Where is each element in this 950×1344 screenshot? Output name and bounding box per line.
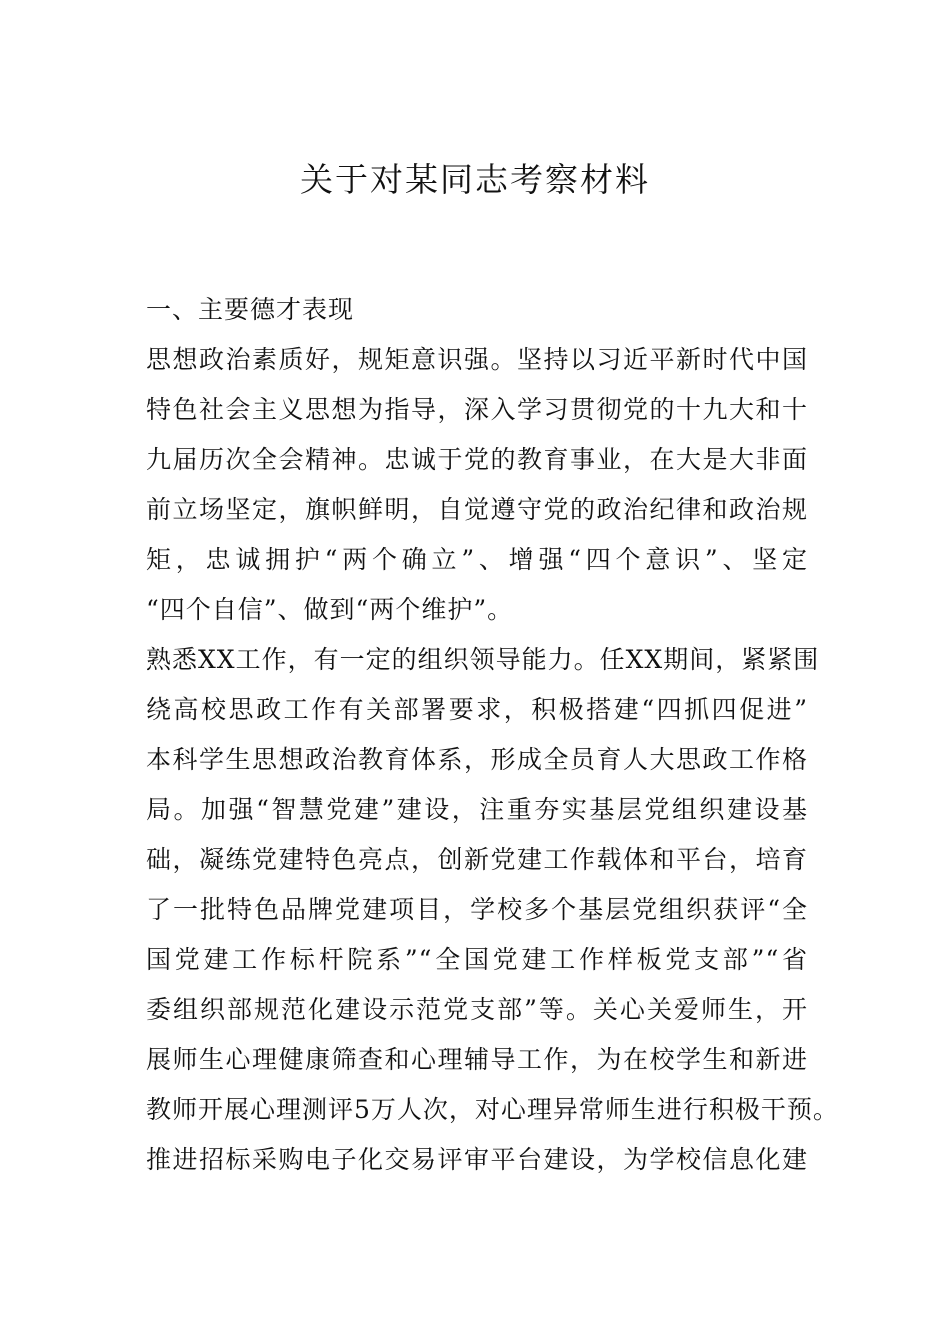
- paragraph-line: 特色社会主义思想为指导，深入学习贯彻党的十九大和十: [146, 395, 808, 424]
- paragraph-line: 局。加强“智慧党建”建设，注重夯实基层党组织建设基: [146, 795, 808, 824]
- paragraph-line: 熟悉XX工作，有一定的组织领导能力。任XX期间，紧紧围: [146, 645, 820, 674]
- paragraph-line: 国党建工作标杆院系”“全国党建工作样板党支部”“省: [146, 945, 808, 974]
- section-heading: 一、主要德才表现: [146, 295, 355, 324]
- document-body: [146, 285, 839, 1185]
- paragraph-line: 思想政治素质好，规矩意识强。坚持以习近平新时代中国: [146, 345, 808, 374]
- paragraph-line: 展师生心理健康筛查和心理辅导工作，为在校学生和新进: [146, 1045, 808, 1074]
- paragraph-line: 前立场坚定，旗帜鲜明，自觉遵守党的政治纪律和政治规: [146, 495, 808, 524]
- paragraph-line: 绕高校思政工作有关部署要求，积极搭建“四抓四促进”: [146, 695, 808, 724]
- paragraph-line: “四个自信”、做到“两个维护”。: [146, 595, 514, 624]
- paragraph-line: 推进招标采购电子化交易评审平台建设，为学校信息化建: [146, 1145, 808, 1174]
- paragraph-line: 了一批特色品牌党建项目，学校多个基层党组织获评“全: [146, 895, 808, 924]
- paragraph-line: 本科学生思想政治教育体系，形成全员育人大思政工作格: [146, 745, 808, 774]
- paragraph-line: 教师开展心理测评5万人次，对心理异常师生进行积极干预。: [146, 1095, 839, 1124]
- document-title: 关于对某同志考察材料: [300, 160, 650, 199]
- paragraph-line: 础，凝练党建特色亮点，创新党建工作载体和平台，培育: [146, 845, 808, 874]
- paragraph-line: 九届历次全会精神。忠诚于党的教育事业，在大是大非面: [146, 445, 808, 474]
- paragraph-line: 矩，忠诚拥护“两个确立”、增强“四个意识”、坚定: [146, 545, 808, 574]
- paragraph-line: 委组织部规范化建设示范党支部”等。关心关爱师生，开: [146, 995, 808, 1024]
